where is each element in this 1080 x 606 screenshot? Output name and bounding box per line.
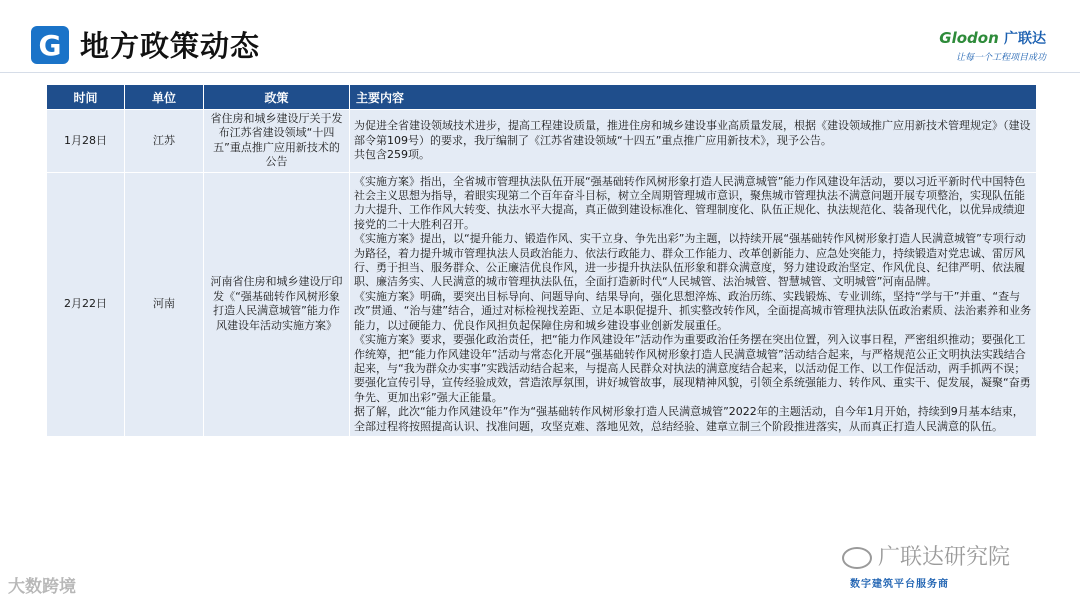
watermark-right: [842, 540, 1010, 571]
header-divider: [0, 72, 1080, 73]
cell-policy: 河南省住房和城乡建设厅印发《“强基础转作风树形象打造人民满意城管”能力作风建设年活动实施方案》: [204, 172, 350, 436]
logo-letter: G: [38, 28, 62, 62]
brand-cn: 广联达: [1004, 31, 1046, 47]
watermark-right-text: 广联达研究院: [878, 545, 1011, 570]
table-row: [47, 172, 1037, 436]
content-paragraph: 据了解，此次“能力作风建设年”作为“强基础转作风树形象打造人民满意城管”2022年的主题活动，自今年1月开始，持续到9月基本结束，全部过程将按照提高认识、找准问题，攻坚克难、落地见效，总结经验、建章立制三个阶段推进落实，从而真正打造人民满意的队伍。: [354, 405, 1024, 433]
content-paragraph: 《实施方案》要求，要强化政治责任，把“能力作风建设年”活动作为重要政治任务摆在突出位置，列入议事日程，严密组织推动；要强化工作统筹，把“能力作风建设年”活动与常态化开展“强基础转作风树形象打造人民满意城管”活动结合起来，与严格规范公正文明执法实践结合起来，与“我为群众办实事”实践活动结合起来，与提高人民群众对执法的满意度结合起来，以活动促工作、以工作促活动，两手抓两不误；要强化宣传引导，宣传经验成效，营造浓厚氛围，讲好城管故事，展现精神风貌，引领全系统强能力、转作风、重实干、促发展，凝聚“奋勇争先、更加出彩”强大正能量。: [354, 333, 1031, 404]
brand-slogan: 让每一个工程项目成功: [955, 53, 1046, 63]
column-header-policy: 政策: [204, 85, 350, 110]
cell-unit: 河南: [125, 172, 204, 436]
page-title: 地方政策动态: [80, 29, 261, 63]
wechat-icon: [842, 547, 872, 569]
column-header-content: 主要内容: [350, 85, 1037, 110]
cell-date: 2月22日: [47, 172, 125, 436]
cell-unit: 江苏: [125, 110, 204, 173]
table-row: [47, 110, 1037, 173]
content-paragraph: 《实施方案》明确，要突出目标导向、问题导向、结果导向，强化思想淬炼、政治历练、实践锻炼、专业训练，坚持“学与干”并重、“查与改”贯通、“治与建”结合，通过对标检视找差距、立足本职促提升、抓实整改转作风，全面提高城市管理执法队伍政治素质、法治素养和业务能力，以过硬能力、优良作风担负起保障住房和城乡建设事业创新发展重任。: [354, 289, 1032, 332]
policy-table: [46, 84, 1037, 437]
content-paragraph: 《实施方案》提出，以“提升能力、锻造作风、实干立身、争先出彩”为主题，以持续开展“强基础转作风树形象打造人民满意城管”专项行动为路径，着力提升城市管理执法人员政治能力、依法行政能力、群众工作能力、改革创新能力、应急处突能力，持续锻造对党忠诚、雷厉风行、勇于担当、服务群众、公正廉洁优良作风，进一步提升执法队伍形象和群众满意度，努力建设政治坚定、作风优良、纪律严明、依法履职、廉洁务实、人民满意的城市管理执法队伍，全面打造新时代“人民城管、法治城管、智慧城管、文明城管”河南品牌。: [354, 232, 1026, 289]
cell-policy: 省住房和城乡建设厅关于发布江苏省建设领域“十四五”重点推广应用新技术的公告: [204, 110, 350, 173]
content-paragraph: 为促进全省建设领域技术进步，提高工程建设质量，推进住房和城乡建设事业高质量发展，根据《建设领域推广应用新技术管理规定》（建设部令第109号）的要求，我厅编制了《江苏省建设领域“十四五”重点推广应用新技术》，现予公告。: [354, 119, 1031, 147]
cell-content: [350, 110, 1037, 173]
brand-name: [939, 28, 1046, 48]
cell-date: 1月28日: [47, 110, 125, 173]
content-paragraph: 《实施方案》指出，全省城市管理执法队伍开展“强基础转作风树形象打造人民满意城管”能力作风建设年活动，要以习近平新时代中国特色社会主义思想为指导，着眼实现第二个百年奋斗目标，树立全周期管理城市意识，聚焦城市管理执法不满意问题开展专项整治，实现队伍能力大提升、工作作风大转变、执法水平大提高，真正做到建设标准化、管理制度化、队伍正规化、执法规范化、装备现代化，以优异成绩迎接党的二十大胜利召开。: [354, 174, 1026, 231]
watermark-left: 大数跨境: [8, 577, 76, 597]
brand-latin: Glodon: [939, 29, 999, 47]
footer-slogan: 数字建筑平台服务商: [850, 579, 949, 590]
column-header-unit: 单位: [125, 85, 204, 110]
table-header-row: [47, 85, 1037, 110]
content-paragraph: 共包含259项。: [354, 148, 430, 162]
brand-logo: [939, 28, 1046, 63]
column-header-time: 时间: [47, 85, 125, 110]
cell-content: [350, 172, 1037, 436]
glodon-logo-icon: [31, 26, 69, 64]
